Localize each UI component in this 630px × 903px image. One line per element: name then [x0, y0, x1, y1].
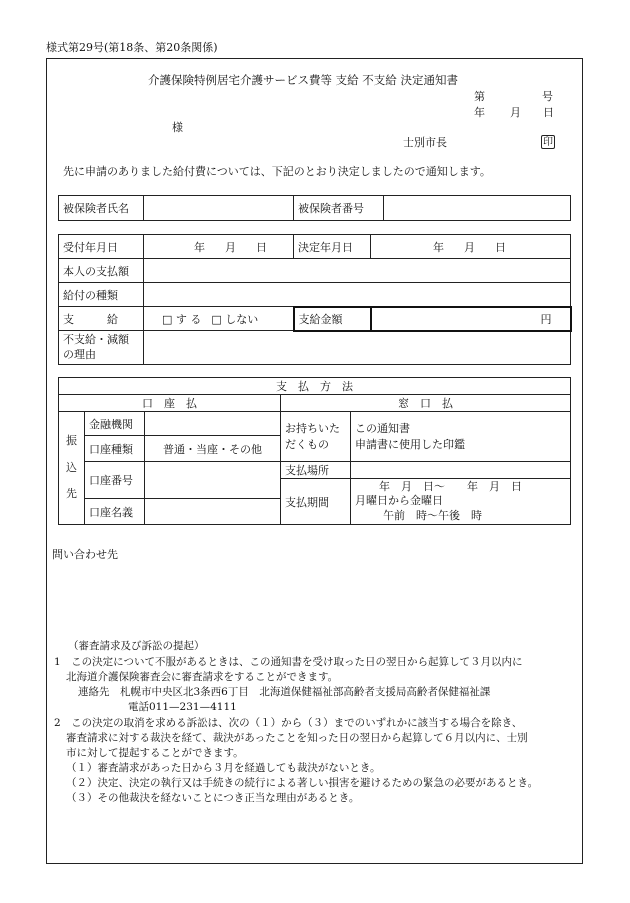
decision-table: [58, 234, 572, 365]
account-type-value[interactable]: 普通・当座・その他: [145, 436, 281, 462]
receipt-date-field[interactable]: [144, 235, 294, 259]
payment-method-table: [58, 377, 571, 525]
bring-items-value: [351, 412, 571, 462]
reason-label-line2: の理由: [63, 347, 96, 361]
account-name-field[interactable]: [145, 499, 281, 525]
period-line2: 月曜日から金曜日: [355, 494, 443, 508]
period-line1: 年 月 日〜 年 月 日: [379, 480, 522, 494]
bring-items-label: [281, 412, 351, 462]
appeal-contact-line2: 電話011—231—4111: [128, 701, 237, 713]
receipt-month: 月: [225, 240, 236, 254]
insured-number-label: 被保険者番号: [294, 196, 384, 221]
payment-choice-field: [144, 307, 294, 331]
doc-number-suffix: 号: [542, 90, 553, 103]
appeal-item3: （３）その他裁決を経ないことにつき正当な理由があるとき。: [66, 792, 360, 804]
self-pay-label: 本人の支払額: [59, 259, 144, 283]
doc-date-day: 日: [543, 106, 554, 119]
seal-stamp: [541, 135, 555, 149]
reason-field[interactable]: [144, 331, 571, 365]
payment-period-value: [351, 479, 571, 525]
form-number: 様式第29号(第18条、第20条関係): [46, 41, 218, 54]
appeal-contact-line1: 連絡先 札幌市中央区北3条西6丁目 北海道保健福祉部高齢者支援局高齢者保健福祉課: [78, 686, 491, 698]
bring-label-line2: だくもの: [285, 437, 329, 451]
document-title: 介護保険特例居宅介護サービス費等 支給 不支給 決定通知書: [148, 73, 458, 87]
appeal-heading: （審査請求及び訴訟の提起）: [68, 640, 205, 652]
account-payment-title: 口 座 払: [59, 395, 281, 412]
transfer-char-1: 振: [66, 434, 77, 448]
bring-label-line1: お持ちいた: [285, 422, 340, 436]
benefit-type-field[interactable]: [144, 283, 571, 307]
check-shinai[interactable]: □ しない: [211, 312, 259, 326]
bring-value-line2: 申請書に使用した印鑑: [355, 437, 465, 451]
doc-number-prefix: 第: [474, 90, 485, 103]
amount-label: 支給金額: [294, 307, 371, 331]
appeal-p2-line3: 市に対して提起することができます。: [66, 747, 244, 759]
amount-field[interactable]: [371, 307, 571, 331]
yen-unit: 円: [540, 312, 552, 326]
reason-label: [59, 331, 144, 365]
payment-label: 支 給: [59, 307, 144, 331]
appeal-item1: （１）審査請求があった日から３月を経過しても裁決がないとき。: [66, 762, 381, 774]
insured-table: [58, 195, 571, 221]
doc-date-year: 年: [474, 106, 485, 119]
receipt-date-label: 受付年月日: [59, 235, 144, 259]
transfer-char-2: 込: [66, 460, 77, 474]
seal-label: 印: [543, 137, 553, 148]
decision-date-field[interactable]: [371, 235, 571, 259]
decision-day: 日: [495, 240, 506, 254]
reason-label-line1: 不支給・減額: [63, 333, 129, 347]
recipient-honorific: 様: [172, 121, 183, 134]
insured-name-label: 被保険者氏名: [59, 196, 144, 221]
account-type-label: 口座種類: [85, 436, 145, 462]
appeal-p2-line1: 2 この決定の取消を求める訴訟は、次の（１）から（３）までのいずれかに該当する場合を除き、: [54, 717, 523, 729]
payment-place-field[interactable]: [351, 462, 571, 479]
decision-date-label: 決定年月日: [294, 235, 371, 259]
decision-month: 月: [464, 240, 475, 254]
payment-method-title: 支 払 方 法: [59, 378, 571, 395]
receipt-year: 年: [194, 240, 205, 254]
bank-label: 金融機関: [85, 412, 145, 436]
appeal-p1-line1: 1 この決定について不服があるときは、この通知書を受け取った日の翌日から起算して３月以内に: [54, 656, 523, 668]
insured-name-field[interactable]: [144, 196, 294, 221]
benefit-type-label: 給付の種類: [59, 283, 144, 307]
transfer-char-3: 先: [66, 487, 77, 501]
account-number-label: 口座番号: [85, 462, 145, 499]
intro-text: 先に申請のありました給付費については、下記のとおり決定しましたので通知します。: [63, 165, 491, 178]
appeal-p1-line2: 北海道介護保険審査会に審査請求をすることができます。: [66, 671, 339, 683]
appeal-p2-line2: 審査請求に対する裁決を経て、裁決があったことを知った日の翌日から起算して６月以内に、士別: [66, 732, 528, 744]
period-line3: 午前 時〜午後 時: [383, 508, 482, 522]
bring-value-line1: この通知書: [355, 422, 410, 436]
payment-place-label: 支払場所: [281, 462, 351, 479]
counter-payment-title: 窓 口 払: [281, 395, 571, 412]
account-name-label: 口座名義: [85, 499, 145, 525]
receipt-day: 日: [256, 240, 267, 254]
insured-number-field[interactable]: [384, 196, 571, 221]
doc-date-month: 月: [510, 106, 521, 119]
contact-label: 問い合わせ先: [52, 548, 118, 561]
decision-year: 年: [433, 240, 444, 254]
account-number-field[interactable]: [145, 462, 281, 499]
self-pay-field[interactable]: [144, 259, 571, 283]
issuer-name: 士別市長: [403, 136, 447, 149]
bank-field[interactable]: [145, 412, 281, 436]
transfer-side-label: [59, 412, 85, 525]
payment-period-label: 支払期間: [281, 479, 351, 525]
check-suru[interactable]: □ す る: [162, 312, 202, 326]
appeal-item2: （２）決定、決定の執行又は手続きの続行による著しい損害を避けるための緊急の必要があるとき。: [66, 777, 539, 789]
